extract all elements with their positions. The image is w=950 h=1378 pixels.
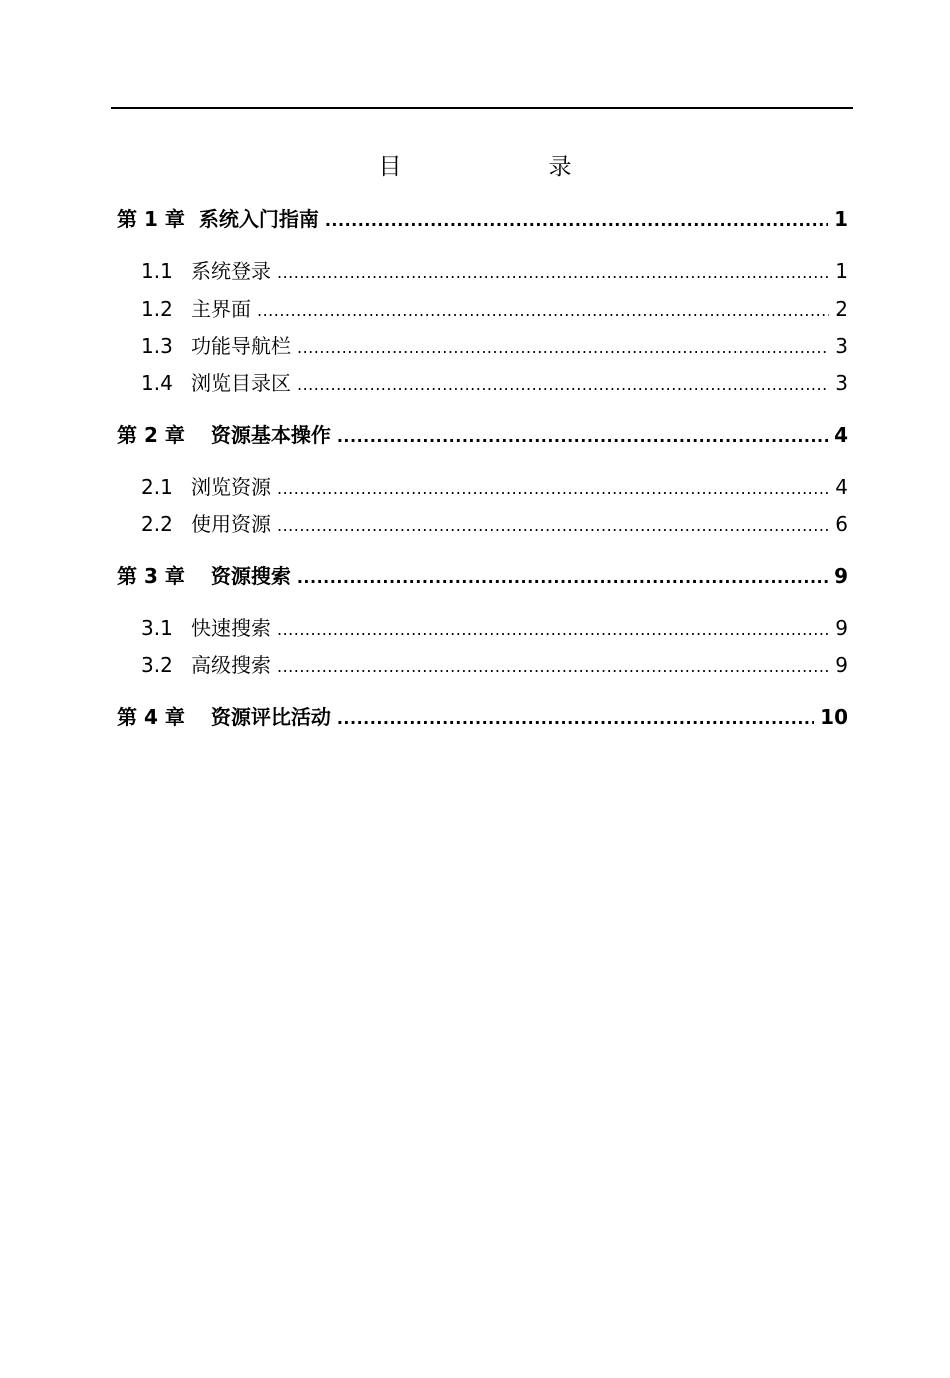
dot-leader: [297, 371, 829, 399]
toc-entry-chapter-4[interactable]: [117, 703, 848, 733]
toc-title: 目 录: [378, 154, 634, 180]
page-number: 3: [835, 371, 848, 395]
section-title: 浏览目录区: [191, 371, 291, 395]
toc-entry-chapter-3[interactable]: [117, 562, 848, 592]
toc-entry-section-1-4[interactable]: [141, 369, 848, 399]
dot-leader: [277, 259, 829, 287]
toc-entry-section-1-1[interactable]: [141, 257, 848, 287]
section-number: 2.2: [141, 512, 173, 536]
page-number: 10: [820, 705, 848, 729]
dot-leader: [297, 334, 829, 362]
page-number: 1: [834, 207, 848, 231]
toc-entry-section-2-1[interactable]: [141, 473, 848, 503]
page-number: 3: [835, 334, 848, 358]
toc-entry-section-3-1[interactable]: [141, 614, 848, 644]
chapter-number: 第 2 章: [117, 423, 185, 447]
chapter-title: 资源基本操作: [210, 423, 331, 447]
page-number: 4: [834, 423, 848, 447]
header-rule: [111, 107, 853, 109]
chapter-title: 资源搜索: [210, 564, 291, 588]
dot-leader: [337, 705, 814, 733]
page-number: 4: [835, 475, 848, 499]
dot-leader: [297, 564, 828, 592]
section-title: 系统登录: [191, 259, 271, 283]
page-number: 9: [835, 616, 848, 640]
section-title: 主界面: [191, 297, 251, 321]
toc-entry-chapter-2[interactable]: [117, 421, 848, 451]
section-number: 1.4: [141, 371, 173, 395]
section-number: 1.1: [141, 259, 173, 283]
toc-entry-section-1-3[interactable]: [141, 332, 848, 362]
page-number: 1: [835, 259, 848, 283]
chapter-title: 资源评比活动: [210, 705, 331, 729]
dot-leader: [257, 297, 829, 325]
toc-entry-section-1-2[interactable]: [141, 295, 848, 325]
page-number: 2: [835, 297, 848, 321]
dot-leader: [277, 653, 829, 681]
dot-leader: [277, 616, 829, 644]
section-title: 使用资源: [191, 512, 271, 536]
page-number: 9: [834, 564, 848, 588]
page-number: 9: [835, 653, 848, 677]
chapter-number: 第 1 章: [117, 207, 185, 231]
dot-leader: [325, 207, 828, 235]
section-title: 高级搜索: [191, 653, 271, 677]
dot-leader: [277, 475, 829, 503]
section-number: 3.2: [141, 653, 173, 677]
page-number: 6: [835, 512, 848, 536]
section-number: 2.1: [141, 475, 173, 499]
chapter-number: 第 3 章: [117, 564, 185, 588]
section-number: 1.2: [141, 297, 173, 321]
section-title: 浏览资源: [191, 475, 271, 499]
section-number: 3.1: [141, 616, 173, 640]
section-title: 快速搜索: [191, 616, 271, 640]
toc-entry-chapter-1[interactable]: [117, 205, 848, 235]
dot-leader: [337, 423, 828, 451]
section-number: 1.3: [141, 334, 173, 358]
dot-leader: [277, 512, 829, 540]
chapter-title: 系统入门指南: [198, 207, 319, 231]
toc-entry-section-2-2[interactable]: [141, 510, 848, 540]
section-title: 功能导航栏: [191, 334, 291, 358]
toc-entry-section-3-2[interactable]: [141, 651, 848, 681]
chapter-number: 第 4 章: [117, 705, 185, 729]
